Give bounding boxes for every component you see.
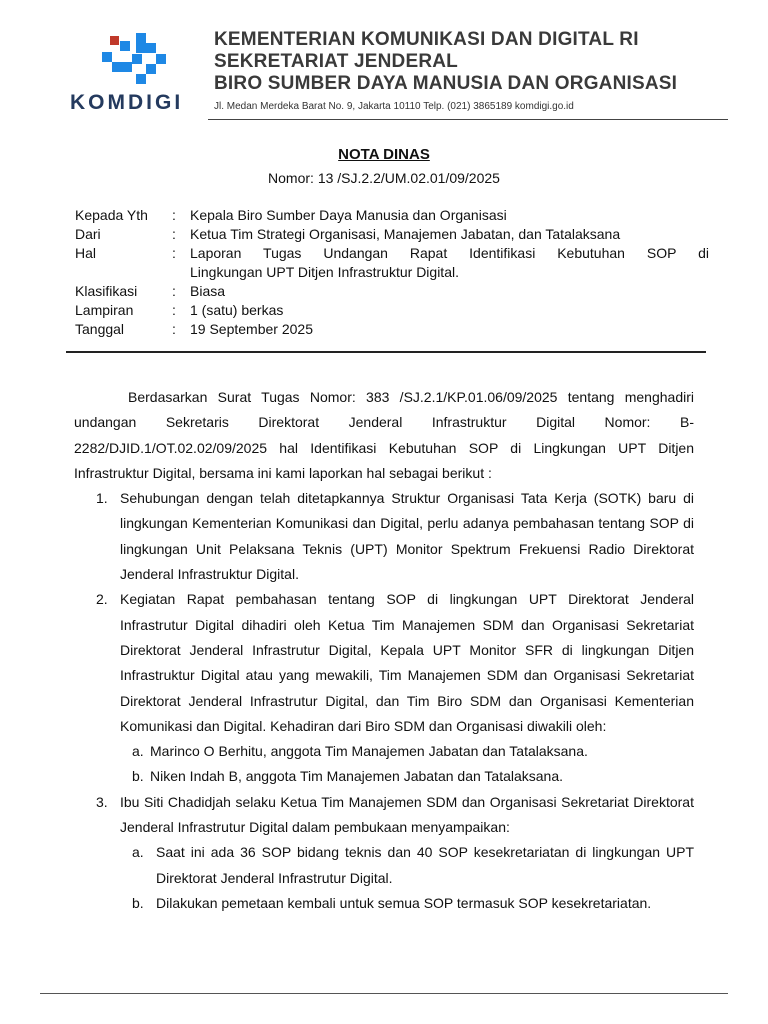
meta-separator: :: [172, 207, 176, 223]
list-number: 1.: [96, 490, 108, 507]
bureau-name: BIRO SUMBER DAYA MANUSIA DAN ORGANISASI: [214, 73, 678, 94]
komdigi-logo: [70, 30, 200, 120]
memo-meta: [75, 206, 709, 339]
meta-value: Laporan Tugas Undangan Rapat Identifikasi Kebutuhan SOP di: [190, 245, 709, 261]
list-number: 2.: [96, 591, 108, 608]
sub-list-letter: b.: [132, 768, 144, 785]
letterhead: [214, 29, 677, 95]
meta-label: Kepada Yth: [75, 207, 148, 223]
sub-list-letter: a.: [132, 743, 144, 760]
meta-label: Lampiran: [75, 302, 134, 318]
sub-list-text: Marinco O Berhitu, anggota Tim Manajemen Jabatan dan Tatalaksana.: [150, 743, 588, 760]
memo-body: [74, 385, 694, 916]
meta-separator: :: [172, 245, 176, 261]
meta-row-klasifikasi: [75, 282, 709, 301]
sub-list-letter: a.: [132, 844, 144, 861]
letterhead-divider: [208, 119, 728, 120]
meta-row-hal: [75, 244, 709, 263]
sub-list-item: [74, 739, 694, 764]
meta-separator: :: [172, 321, 176, 337]
list-number: 3.: [96, 793, 108, 810]
sub-list-item: [74, 764, 694, 789]
meta-label: Klasifikasi: [75, 283, 138, 299]
secretariat-name: SEKRETARIAT JENDERAL: [214, 51, 458, 72]
list-text: Sehubungan dengan telah ditetapkannya Struktur Organisasi Tata Kerja (SOTK) baru di lingkungan Kementerian Komunikasi dan Digital, perlu adanya pembahasan tentang SOP di lingkungan Unit Pelaksana Teknis (UPT) Monitor Spektrum Frekuensi Radio Direktorat Jenderal Infrastruktur Digital.: [120, 490, 694, 583]
komdigi-logo-mark-icon: [100, 30, 172, 88]
meta-value: Ketua Tim Strategi Organisasi, Manajemen Jabatan, dan Tatalaksana: [190, 226, 621, 242]
meta-row-kepada: [75, 206, 709, 225]
sub-list-text: Niken Indah B, anggota Tim Manajemen Jabatan dan Tatalaksana.: [150, 768, 564, 785]
meta-label: Hal: [75, 245, 97, 261]
document-title: NOTA DINAS: [338, 146, 430, 163]
list-item: [74, 486, 694, 587]
meta-row-dari: [75, 225, 709, 244]
meta-value: Kepala Biro Sumber Daya Manusia dan Organisasi: [190, 207, 507, 223]
meta-divider: [66, 351, 706, 353]
logo-text: KOMDIGI: [70, 91, 184, 114]
meta-row-hal-cont: [75, 263, 709, 282]
sub-list-text: Saat ini ada 36 SOP bidang teknis dan 40 SOP kesekretariatan di lingkungan UPT Direktorat Jenderal Infrastrutur Digital.: [156, 844, 694, 886]
meta-value: 1 (satu) berkas: [190, 302, 284, 318]
list-item: [74, 587, 694, 739]
footer-divider: [40, 993, 728, 994]
ministry-name: KEMENTERIAN KOMUNIKASI DAN DIGITAL RI: [214, 29, 639, 50]
meta-separator: :: [172, 283, 176, 299]
sub-list-item: [74, 840, 694, 891]
meta-value: 19 September 2025: [190, 321, 313, 337]
meta-row-lampiran: [75, 301, 709, 320]
meta-row-tanggal: [75, 320, 709, 339]
sub-list-letter: b.: [132, 894, 144, 911]
meta-separator: :: [172, 226, 176, 242]
letterhead-address: Jl. Medan Merdeka Barat No. 9, Jakarta 10110 Telp. (021) 3865189 komdigi.go.id: [214, 101, 574, 112]
meta-value: Lingkungan UPT Ditjen Infrastruktur Digital.: [190, 264, 459, 280]
list-item: [74, 790, 694, 841]
list-text: Ibu Siti Chadidjah selaku Ketua Tim Manajemen SDM dan Organisasi Sekretariat Direktorat Jenderal Infrastrutur Digital dalam pembukaan menyampaikan:: [120, 793, 694, 836]
meta-value: Biasa: [190, 283, 226, 299]
document-number: Nomor: 13 /SJ.2.2/UM.02.01/09/2025: [268, 170, 500, 186]
sub-list-item: [74, 891, 694, 916]
sub-list-text: Dilakukan pemetaan kembali untuk semua SOP termasuk SOP kesekretariatan.: [156, 894, 652, 911]
meta-label: Dari: [75, 226, 101, 242]
list-text: Kegiatan Rapat pembahasan tentang SOP di lingkungan UPT Direktorat Jenderal Infrastrutur Digital dihadiri oleh Ketua Tim Manajemen SDM dan Organisasi Sekretariat Direktorat Jenderal Infrastrutur Digital, Kepala UPT Monitor SFR di lingkungan Ditjen Infrastruktur Digital atau yang mewakili, Tim Manajemen SDM dan Organisasi Sekretariat Direktorat Jenderal Infrastrutur Digital, dan Tim Biro SDM dan Organisasi Kementerian Komunikasi dan Digital. Kehadiran dari Biro SDM dan Organisasi diwakili oleh:: [120, 591, 694, 734]
intro-paragraph: Berdasarkan Surat Tugas Nomor: 383 /SJ.2.1/KP.01.06/09/2025 tentang menghadiri undangan Sekretaris Direktorat Jenderal Infrastruktur Digital Nomor: B-2282/DJID.1/OT.02.02/09/2025 hal Identifikasi Kebutuhan SOP di Lingkungan UPT Ditjen Infrastruktur Digital, bersama ini kami laporkan hal sebagai berikut :: [74, 389, 694, 481]
meta-separator: :: [172, 302, 176, 318]
meta-label: Tanggal: [75, 321, 125, 337]
